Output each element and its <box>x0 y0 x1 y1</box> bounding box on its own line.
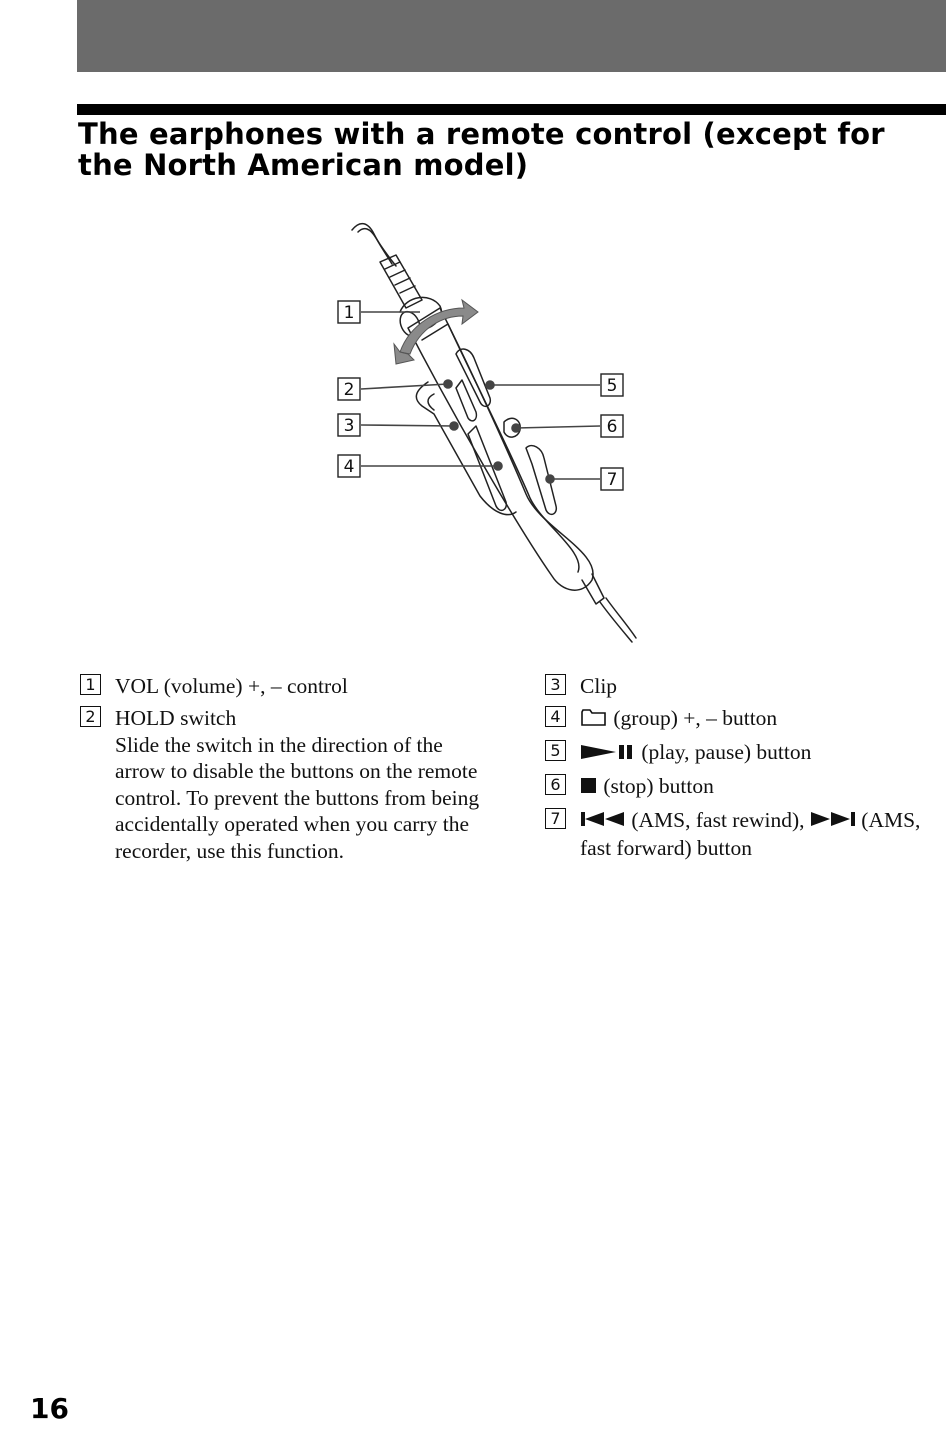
section-rule <box>77 104 946 115</box>
callout-1: 1 <box>343 303 355 323</box>
callout-5: 5 <box>606 376 618 396</box>
item-description: Slide the switch in the direction of the arrow to disable the buttons on the remote control. To prevent the buttons from being accidentally operated when you carry the recorder, use this function. <box>115 732 480 864</box>
item-label: (stop) button <box>598 773 714 798</box>
item-number: 4 <box>545 706 566 727</box>
item-label: Clip <box>580 674 618 698</box>
callout-4: 4 <box>343 457 355 477</box>
remote-control-illustration <box>330 212 650 652</box>
top-cable <box>352 224 392 264</box>
item-label: HOLD switch <box>115 706 237 731</box>
leader-line-2 <box>361 384 448 389</box>
callout-3: 3 <box>343 416 355 436</box>
item-number: 2 <box>80 706 101 727</box>
list-item <box>545 673 950 700</box>
item-number: 5 <box>545 740 566 761</box>
page-title: The earphones with a remote control (except for the North American model) <box>78 117 885 182</box>
play-pause-icon <box>580 741 636 768</box>
item-label: (group) +, – button <box>608 706 778 731</box>
header-band <box>77 0 946 72</box>
leader-line-3 <box>361 425 454 426</box>
item-number: 3 <box>545 674 566 695</box>
rewind-icon <box>580 808 626 835</box>
button-play-pause <box>456 380 476 421</box>
list-item <box>545 739 950 767</box>
stop-icon <box>580 775 598 802</box>
list-item <box>545 773 950 801</box>
item-label: (AMS, fast rewind), <box>626 807 810 832</box>
item-number: 7 <box>545 808 566 829</box>
leader-line-6 <box>516 426 600 428</box>
page-number: 16 <box>30 1392 69 1425</box>
folder-icon <box>580 707 608 734</box>
callout-2: 2 <box>343 380 355 400</box>
callout-6: 6 <box>606 417 618 437</box>
parts-list-right <box>545 673 950 867</box>
bottom-cable <box>600 598 636 642</box>
list-item <box>80 673 480 700</box>
fast-forward-icon <box>810 808 856 835</box>
item-label: (play, pause) button <box>636 739 812 764</box>
list-item <box>545 705 950 733</box>
list-item <box>80 705 480 865</box>
item-number: 6 <box>545 774 566 795</box>
item-label: VOL (volume) +, – control <box>115 674 348 698</box>
list-item <box>545 807 950 862</box>
remote-body <box>408 308 593 590</box>
item-number: 1 <box>80 674 101 695</box>
parts-list-left <box>80 673 480 870</box>
item-label-2: (AMS, fast forward) button <box>580 807 921 861</box>
callout-7: 7 <box>606 470 618 490</box>
